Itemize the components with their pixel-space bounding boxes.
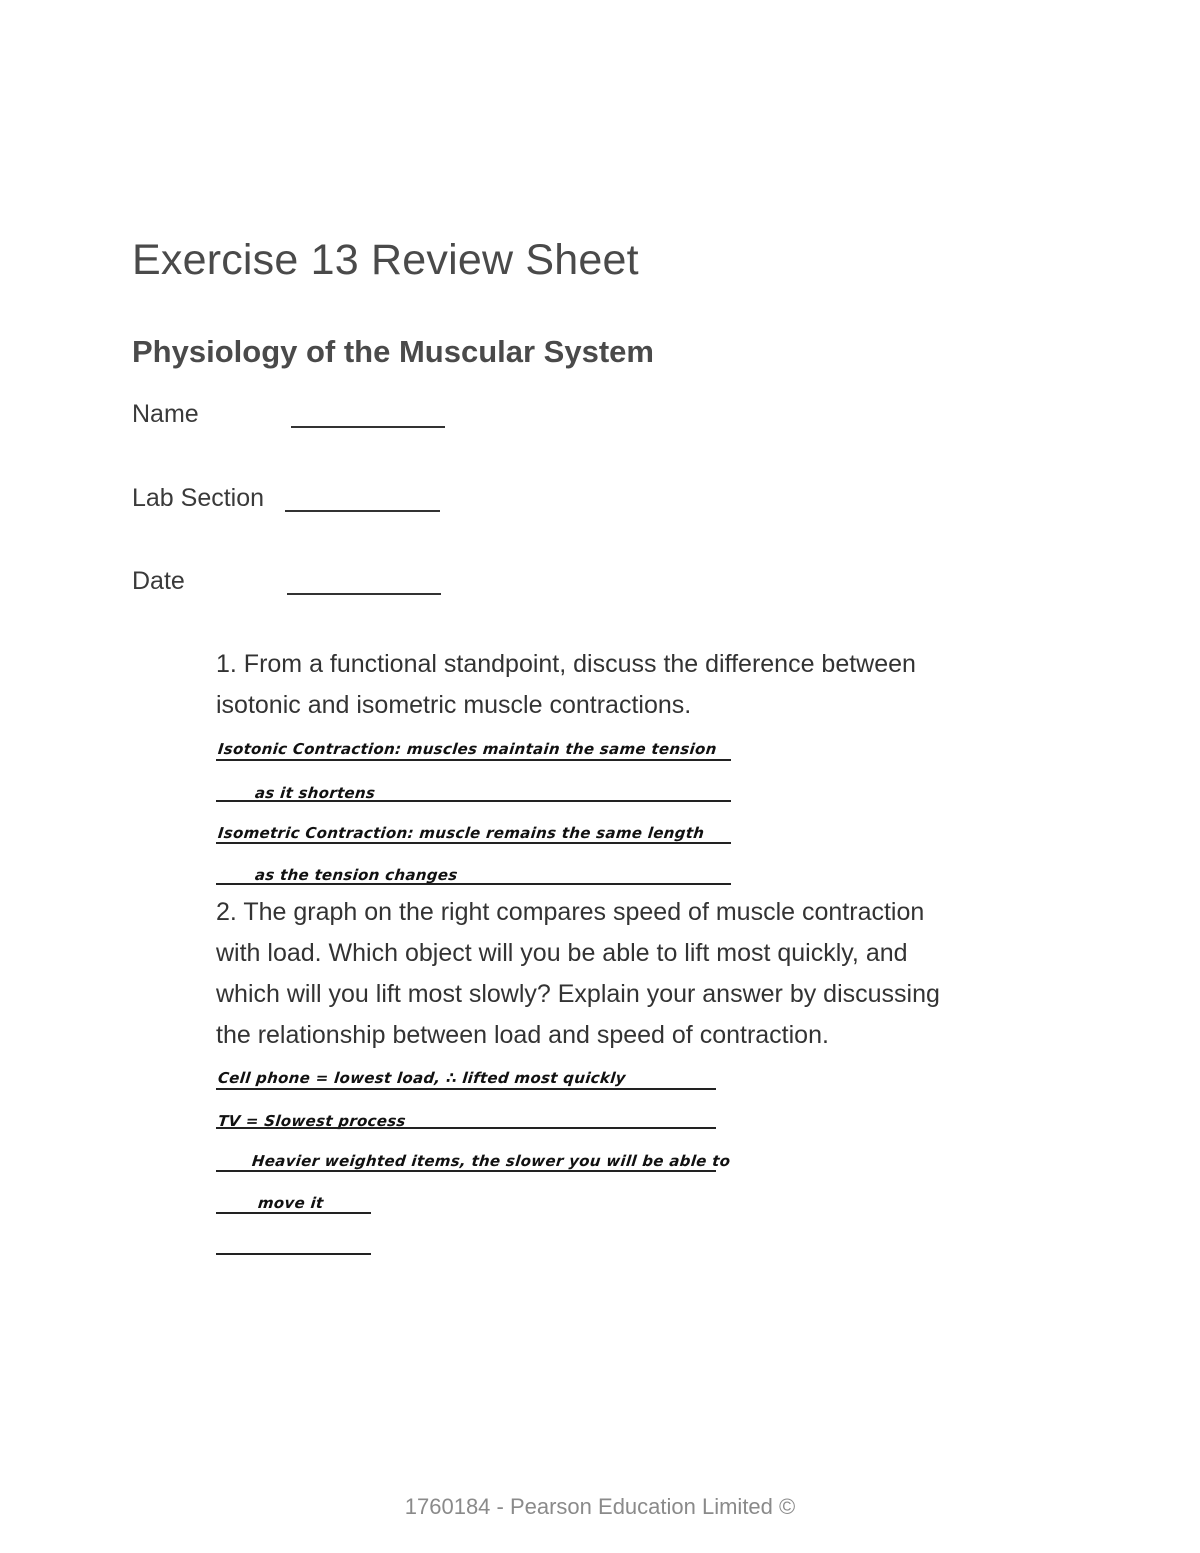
question-line: with load. Which object will you be able to lift most quickly, and	[216, 939, 908, 967]
footer-copyright: 1760184 - Pearson Education Limited ©	[404, 1494, 796, 1519]
handwritten-answer: Isotonic Contraction: muscles maintain the same tension	[217, 740, 718, 758]
answer-line[interactable]	[216, 1088, 716, 1090]
handwritten-answer: as it shortens	[254, 784, 377, 802]
question-2-text	[216, 892, 1056, 1056]
answer-line[interactable]	[216, 759, 731, 761]
handwritten-answer: as the tension changes	[254, 866, 459, 884]
date-field[interactable]	[287, 593, 441, 595]
handwritten-answer: Heavier weighted items, the slower you will be able to	[251, 1152, 732, 1170]
lab-section-label: Lab Section	[132, 484, 265, 512]
answer-line[interactable]	[216, 883, 731, 885]
date-label: Date	[132, 567, 185, 595]
question-line: the relationship between load and speed of contraction.	[216, 1021, 829, 1049]
answer-line[interactable]	[216, 1127, 716, 1129]
name-label: Name	[132, 400, 199, 428]
question-line: 1. From a functional standpoint, discuss the difference between	[216, 650, 916, 678]
answer-line[interactable]	[216, 1170, 716, 1172]
question-line: which will you lift most slowly? Explain your answer by discussing	[216, 980, 940, 1008]
name-field[interactable]	[291, 426, 445, 428]
answer-line[interactable]	[216, 842, 731, 844]
answer-line[interactable]	[216, 1253, 371, 1255]
lab-section-field[interactable]	[285, 510, 440, 512]
question-1-text	[216, 644, 1056, 726]
page-subtitle: Physiology of the Muscular System	[132, 334, 654, 369]
handwritten-answer: move it	[257, 1194, 325, 1212]
answer-line[interactable]	[216, 1212, 371, 1214]
handwritten-answer: TV = Slowest process	[217, 1112, 407, 1130]
question-line: isotonic and isometric muscle contractions.	[216, 691, 692, 719]
handwritten-answer: Cell phone = lowest load, ∴ lifted most quickly	[217, 1069, 627, 1087]
question-line: 2. The graph on the right compares speed of muscle contraction	[216, 898, 925, 926]
answer-line[interactable]	[216, 800, 731, 802]
handwritten-answer: Isometric Contraction: muscle remains the same length	[217, 824, 706, 842]
page-title: Exercise 13 Review Sheet	[132, 236, 639, 284]
